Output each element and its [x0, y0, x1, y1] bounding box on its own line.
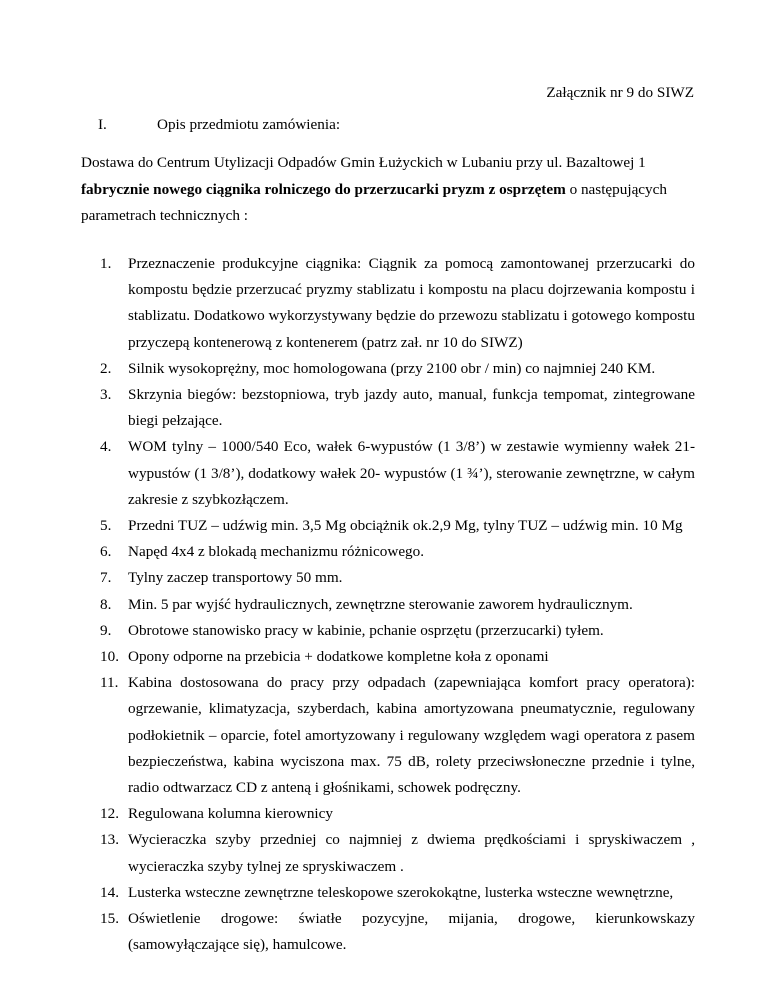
list-item [81, 539, 695, 565]
item-number: 10. [100, 648, 119, 666]
section-title: Opis przedmiotu zamówienia: [157, 116, 341, 133]
item-number: 5. [100, 517, 112, 535]
item-text: Tylny zaczep transportowy 50 mm. [128, 569, 343, 587]
list-item [81, 513, 695, 539]
item-number: 4. [100, 438, 112, 456]
item-number: 1. [100, 255, 112, 272]
list-item [81, 618, 695, 644]
list-item [81, 906, 695, 958]
item-15-line2: (samowyłączające się), hamulcowe. [128, 936, 347, 954]
item-text: Przedni TUZ – udźwig min. 3,5 Mg obciążnik ok.2,9 Mg, tylny TUZ – udźwig min. 10 Mg [128, 517, 683, 535]
item-text: Obrotowe stanowisko pracy w kabinie, pchanie osprzętu (przerzucarki) tyłem. [128, 621, 604, 639]
list-item [81, 382, 695, 434]
list-item [81, 434, 695, 513]
list-item [81, 644, 695, 670]
item-15-word: światłe [298, 910, 342, 928]
item-15-word: drogowe, [518, 910, 576, 928]
item-15-word: Oświetlenie [128, 910, 201, 928]
item-number: 12. [100, 805, 119, 823]
intro-rest: o następujących parametrach technicznych : [81, 180, 667, 224]
item-text: WOM tylny – 1000/540 Eco, wałek 6-wypustów (1 3/8’) w zestawie wymienny wałek 21-wypustów (1 3/8’), dodatkowy wałek 20- wypustów (1 ¾’), sterowanie zewnętrzne, w całym zakresie z szybkozłączem. [128, 438, 695, 508]
item-15-word: mijania, [448, 910, 498, 928]
item-text: Napęd 4x4 z blokadą mechanizmu różnicowego. [128, 543, 425, 561]
list-item [81, 251, 695, 356]
item-15-word: pozycyjne, [361, 910, 429, 928]
item-15-line1 [128, 906, 695, 932]
list-item [81, 670, 695, 801]
intro-line1: Dostawa do Centrum Utylizacji Odpadów Gmin Łużyckich w Lubaniu przy ul. Bazaltowej 1 [81, 154, 646, 171]
annex-label: Załącznik nr 9 do SIWZ [546, 84, 694, 101]
item-number: 15. [100, 910, 119, 928]
list-item [81, 565, 695, 591]
intro-bold-subject: fabrycznie nowego ciągnika rolniczego do przerzucarki pryzm z osprzętem [81, 180, 566, 198]
intro-paragraph [81, 150, 695, 230]
list-item [81, 880, 695, 906]
item-number: 14. [100, 883, 119, 901]
requirements-list [81, 251, 695, 958]
section-number: I. [98, 116, 107, 133]
item-text: Silnik wysokoprężny, moc homologowana (przy 2100 obr / min) co najmniej 240 KM. [128, 359, 656, 377]
item-number: 7. [100, 569, 112, 587]
item-number: 11. [100, 674, 119, 692]
item-text: Kabina dostosowana do pracy przy odpadach (zapewniająca komfort pracy operatora): ogrzewanie, klimatyzacja, szyberdach, kabina amortyzowana pneumatycznie, regulowany podłokietnik – oparcie, fotel amortyzowany i regulowany względem wagi operatora z pasem bezpieczeństwa, kabina wyciszona max. 75 dB, rolety przeciwsłoneczne przednie i tylne, radio odtwarzacz CD z anteną i głośnikami, schowek podręczny. [128, 674, 695, 797]
item-text: Przeznaczenie produkcyjne ciągnika: Ciągnik za pomocą zamontowanej przerzucarki do kompostu będzie przerzucać pryzmy stablizatu i kompostu na placu dojrzewania kompostu i stablizatu. Dodatkowo wykorzystywany będzie do przewozu stablizatu i gotowego kompostu przyczepą kontenerową z kontenerem (patrz zał. nr 10 do SIWZ) [128, 255, 695, 351]
item-number: 3. [100, 386, 112, 404]
list-item [81, 827, 695, 879]
item-number: 8. [100, 595, 112, 613]
item-text: Opony odporne na przebicia + dodatkowe kompletne koła z oponami [128, 648, 549, 666]
item-text: Lusterka wsteczne zewnętrzne teleskopowe szerokokątne, lusterka wsteczne wewnętrzne, [128, 883, 674, 901]
item-text: Min. 5 par wyjść hydraulicznych, zewnętrzne sterowanie zaworem hydraulicznym. [128, 595, 633, 613]
item-text: Regulowana kolumna kierownicy [128, 805, 333, 823]
item-number: 6. [100, 543, 112, 561]
item-text: Wycieraczka szyby przedniej co najmniej z dwiema prędkościami i spryskiwaczem , wycieraczka szyby tylnej ze spryskiwaczem . [128, 831, 695, 875]
item-15-word: kierunkowskazy [595, 910, 695, 928]
item-number: 2. [100, 359, 112, 377]
list-item [81, 356, 695, 382]
section-heading [98, 116, 340, 134]
item-text: Skrzynia biegów: bezstopniowa, tryb jazdy auto, manual, funkcja tempomat, zintegrowane biegi pełzające. [128, 386, 695, 430]
item-number: 9. [100, 621, 112, 639]
item-15-word: drogowe: [220, 910, 279, 928]
list-item [81, 592, 695, 618]
item-number: 13. [100, 831, 119, 849]
list-item [81, 801, 695, 827]
